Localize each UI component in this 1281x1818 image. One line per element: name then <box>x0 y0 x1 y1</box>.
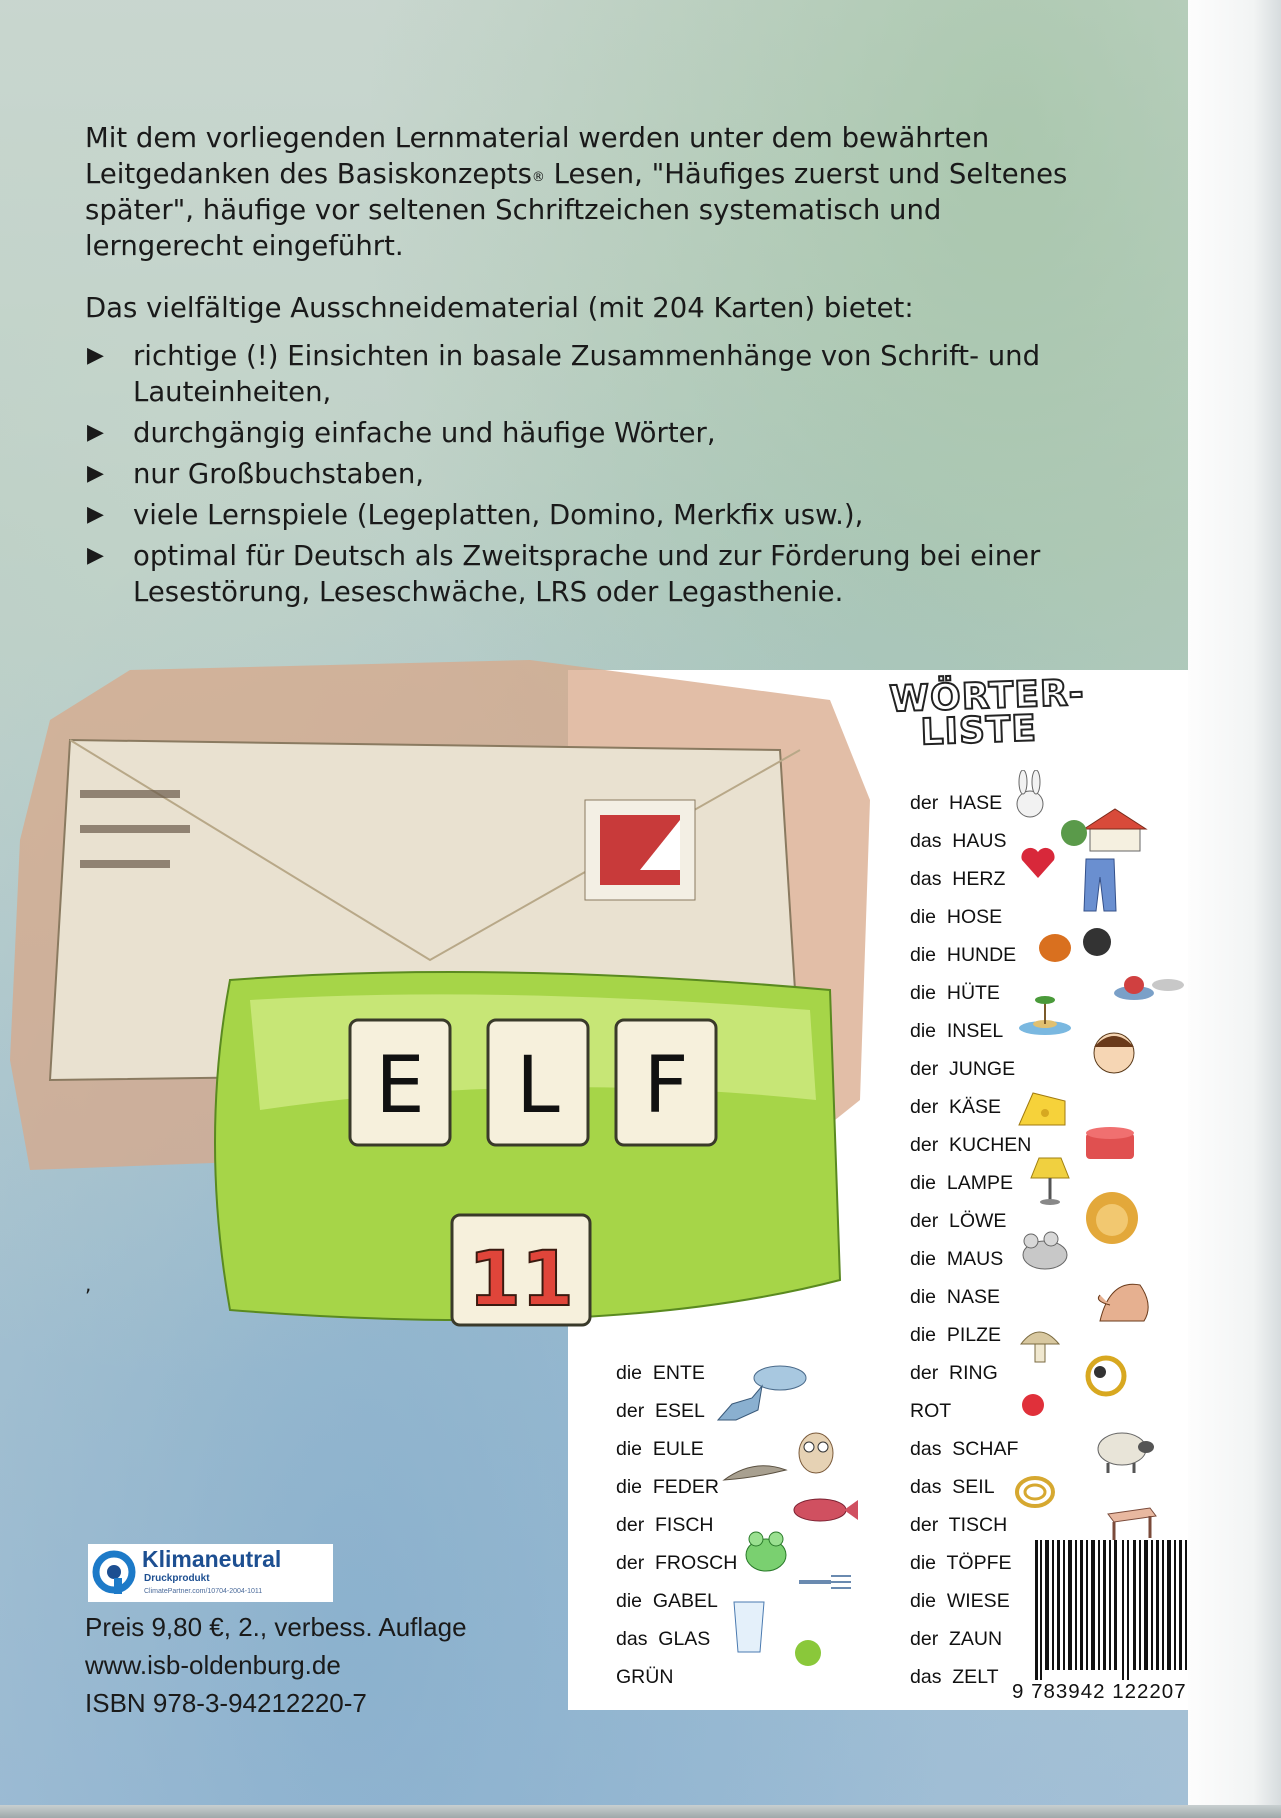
bullet-arrow-icon: ▶ <box>87 543 104 568</box>
word-right: die WIESE <box>910 1590 1010 1612</box>
klimaneutral-badge <box>88 1544 333 1602</box>
fish-icon <box>790 1492 860 1528</box>
word-right: die INSEL <box>910 1020 1004 1042</box>
word-left: die EULE <box>616 1438 704 1460</box>
island-icon <box>1015 990 1075 1038</box>
feature-text: durchgängig einfache und häufige Wörter, <box>133 417 716 449</box>
lamp-icon <box>1025 1152 1075 1212</box>
trousers-icon <box>1080 855 1120 915</box>
word-left: das GLAS <box>616 1628 711 1650</box>
klimaneutral-title: Klimaneutral <box>142 1546 282 1572</box>
nose-face-icon <box>1090 1275 1160 1327</box>
book-spine-edge <box>1188 0 1281 1818</box>
website-line: www.isb-oldenburg.de <box>85 1650 341 1680</box>
heart-icon <box>1018 842 1058 882</box>
rope-icon <box>1010 1470 1060 1515</box>
house-icon <box>1060 805 1150 855</box>
word-right: der KUCHEN <box>910 1134 1032 1156</box>
word-left: die ENTE <box>616 1362 705 1384</box>
word-right: der HASE <box>910 792 1003 814</box>
word-right: der TISCH <box>910 1514 1008 1536</box>
word-left: GRÜN <box>616 1666 674 1688</box>
intro-part1: Mit dem vorliegenden Lernmaterial werden unter dem bewährten Leitgedanken des Basiskonzepts <box>85 122 990 190</box>
imprint <box>85 1608 467 1722</box>
green-dot-icon <box>790 1635 826 1671</box>
feature-text: optimal für Deutsch als Zweitsprache und zur Förderung bei einer Lesestörung, Leseschwäche, LRS oder Legasthenie. <box>133 540 1041 608</box>
feature-item <box>85 415 1095 451</box>
word-right: die MAUS <box>910 1248 1004 1270</box>
word-right: ROT <box>910 1400 952 1422</box>
barcode <box>1030 1540 1188 1680</box>
feature-item <box>85 338 1095 410</box>
isbn-line: ISBN 978-3-94212220-7 <box>85 1688 367 1718</box>
dogs-icon <box>1035 918 1120 966</box>
word-right: das HAUS <box>910 830 1007 852</box>
barcode-bars <box>1030 1540 1188 1680</box>
word-right: die PILZE <box>910 1324 1002 1346</box>
feature-text: nur Großbuchstaben, <box>133 458 425 490</box>
bullet-arrow-icon: ▶ <box>87 420 104 445</box>
bullet-arrow-icon: ▶ <box>87 343 104 368</box>
klimaneutral-id: ClimatePartner.com/10704-2004-1011 <box>144 1588 263 1595</box>
word-right: der JUNGE <box>910 1058 1016 1080</box>
book-bottom-edge <box>0 1805 1281 1818</box>
card-letter-e: E <box>375 1041 425 1131</box>
offer-heading: Das vielfältige Ausschneidematerial (mit 204 Karten) bietet: <box>85 292 914 324</box>
word-left: der FROSCH <box>616 1552 738 1574</box>
feature-item <box>85 456 1095 492</box>
intro-paragraph <box>85 120 1095 264</box>
word-right: die HÜTE <box>910 982 1000 1004</box>
lion-icon <box>1082 1190 1142 1246</box>
klimaneutral-subtitle: Druckprodukt <box>144 1573 210 1584</box>
cheese-icon <box>1015 1085 1070 1133</box>
word-right: die HUNDE <box>910 944 1017 966</box>
owl-icon <box>795 1425 837 1475</box>
word-right: das HERZ <box>910 868 1006 890</box>
word-left: die GABEL <box>616 1590 718 1612</box>
registered-mark: ® <box>531 170 545 185</box>
feature-item <box>85 497 1095 533</box>
bullet-arrow-icon: ▶ <box>87 502 104 527</box>
word-left: der FISCH <box>616 1514 714 1536</box>
word-right: das ZELT <box>910 1666 999 1688</box>
word-right: der KÄSE <box>910 1096 1002 1118</box>
stray-comma: , <box>85 1272 92 1296</box>
feather-icon <box>720 1458 790 1488</box>
intro-part2: Lesen, "Häufiges zuerst und Seltenes später", häufige vor seltenen Schriftzeichen systematisch und lerngerecht eingeführt. <box>85 158 1068 262</box>
feature-item <box>85 538 1095 610</box>
ring-icon <box>1080 1350 1132 1400</box>
word-right: die LAMPE <box>910 1172 1013 1194</box>
red-dot-icon <box>1018 1390 1048 1420</box>
mouse-icon <box>1015 1225 1075 1273</box>
hats-icon <box>1110 955 1188 1005</box>
bullet-arrow-icon: ▶ <box>87 461 104 486</box>
wordlist-title <box>888 672 1086 754</box>
feature-list <box>85 338 1095 615</box>
word-right: die HOSE <box>910 906 1003 928</box>
word-left: der ESEL <box>616 1400 705 1422</box>
word-right: das SCHAF <box>910 1438 1019 1460</box>
cake-icon <box>1080 1115 1140 1165</box>
glass-icon <box>728 1598 770 1656</box>
barcode-digits: 9 783942 122207 <box>1012 1680 1187 1703</box>
word-left: die FEDER <box>616 1476 719 1498</box>
word-right: das SEIL <box>910 1476 995 1498</box>
climate-partner-logo-icon <box>92 1550 136 1596</box>
card-number: 11 <box>468 1234 574 1323</box>
rabbit-icon <box>1010 770 1050 820</box>
word-right: die TÖPFE <box>910 1552 1012 1574</box>
word-right: der ZAUN <box>910 1628 1003 1650</box>
card-letter-l: L <box>516 1041 560 1131</box>
boy-face-icon <box>1090 1025 1138 1077</box>
price-line: Preis 9,80 €, 2., verbess. Auflage <box>85 1612 467 1642</box>
card-letter-f: F <box>643 1041 689 1131</box>
feature-text: viele Lernspiele (Legeplatten, Domino, Merkfix usw.), <box>133 499 864 531</box>
word-right: der LÖWE <box>910 1210 1007 1232</box>
wordlist-title-line1: WÖRTER- <box>888 672 1086 721</box>
fork-icon <box>795 1570 855 1594</box>
table-icon <box>1100 1500 1160 1544</box>
mushroom-icon <box>1015 1320 1065 1368</box>
sheep-icon <box>1088 1425 1158 1477</box>
word-right: der RING <box>910 1362 998 1384</box>
wordlist-title-line2: LISTE <box>919 708 1038 754</box>
feature-text: richtige (!) Einsichten in basale Zusammenhänge von Schrift- und Lauteinheiten, <box>133 340 1041 408</box>
envelope-illustration <box>10 640 910 1400</box>
frog-icon <box>740 1525 792 1575</box>
word-right: die NASE <box>910 1286 1000 1308</box>
